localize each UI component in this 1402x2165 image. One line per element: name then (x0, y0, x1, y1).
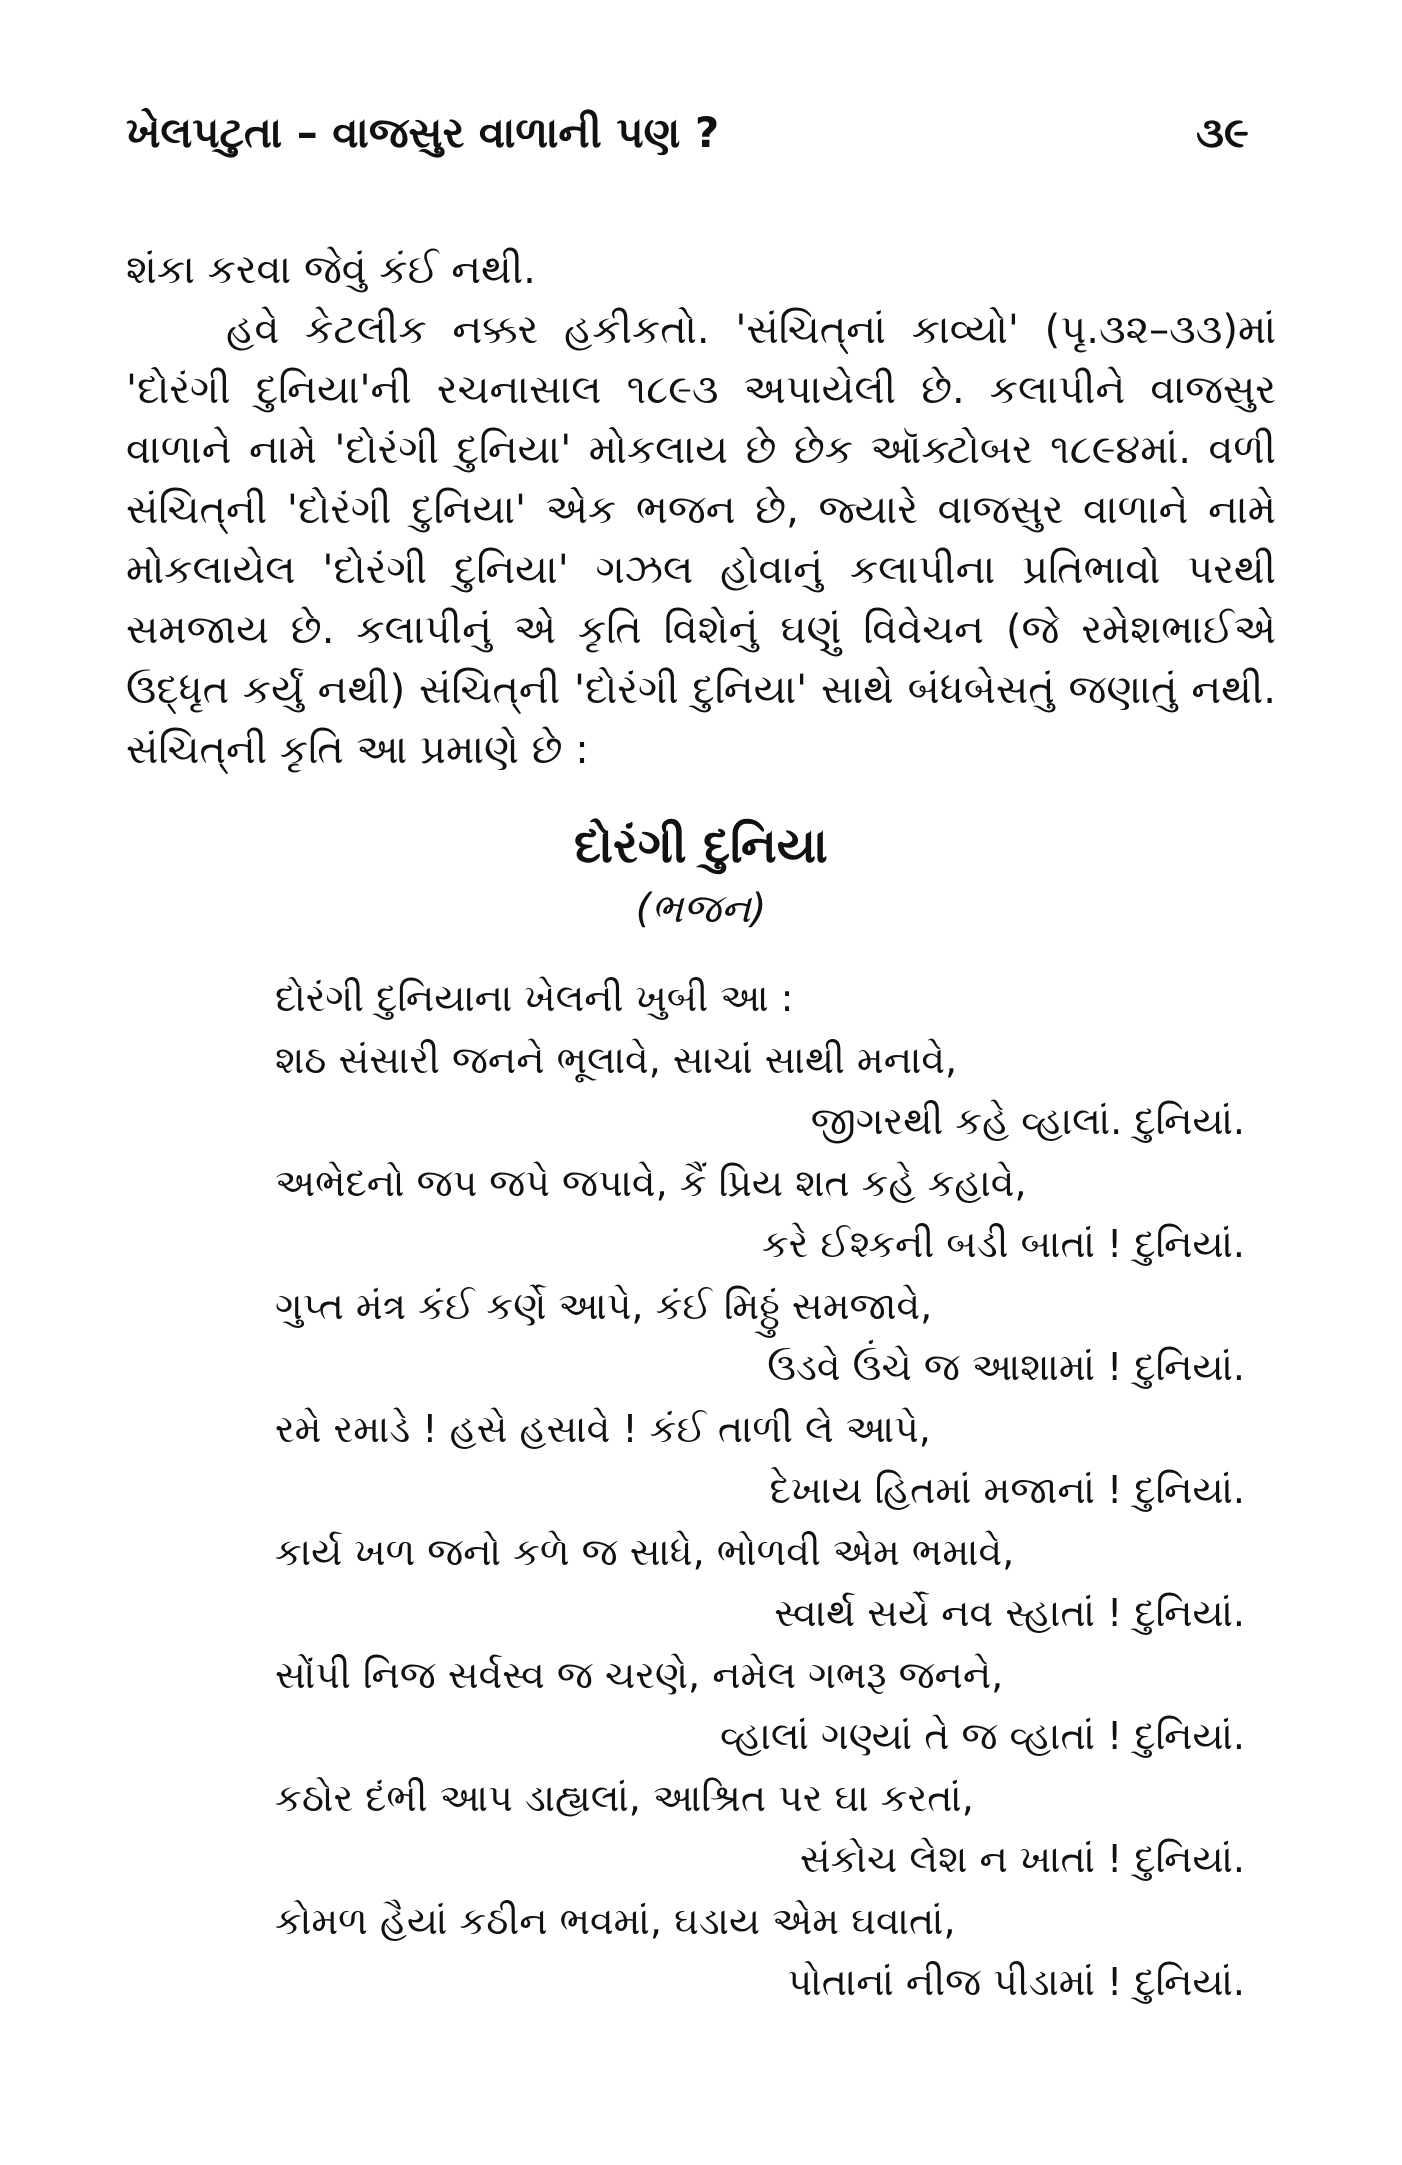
poem-refrain-line: ઉડવે ઉંચે જ આશામાં ! દુનિયાં. (767, 1345, 1245, 1389)
poem-refrain-line: જીગરથી કહે વ્હાલાં. દુનિયાં. (810, 1099, 1245, 1143)
poem-refrain-line: વ્હાલાં ગણ્યાં તે જ વ્હાતાં ! દુનિયાં. (720, 1714, 1245, 1758)
opening-line: શંકા કરવા જેવું કંઈ નથી. (126, 247, 536, 293)
running-header-title: ખેલપટુતા – વાજસુર વાળાની પણ ? (126, 108, 720, 157)
poem-title: દોરંગી દુનિયા (574, 818, 828, 874)
body-paragraph: હવે કેટલીક નક્કર હકીકતો. 'સંચિત્‌નાં કાવ્યો' (પૃ.૩૨–૩૩)માં 'દોરંગી દુનિયા'ની રચનાસાલ ૧૮૯૩ અપાયેલી છે. કલાપીને વાજસુર વાળાને નામે 'દોરંગી દુનિયા' મોકલાય છે છેક ઑક્ટોબર ૧૮૯૪માં. વળી સંચિત્‌ની 'દોરંગી દુનિયા' એક ભજન છે, જ્યારે વાજસુર વાળાને નામે મોકલાયેલ 'દોરંગી દુનિયા' ગઝલ હોવાનું કલાપીના પ્રતિભાવો પરથી સમજાય છે. કલાપીનું એ કૃતિ વિશેનું ઘણું વિવેચન (જે રમેશભાઈએ ઉદ્ધૃત કર્યું નથી) સંચિત્‌ની 'દોરંગી દુનિયા' સાથે બંધબેસતું જણાતું નથી. સંચિત્‌ની કૃતિ આ પ્રમાણે છે : (126, 307, 1276, 773)
opening-line-block (126, 240, 1276, 300)
poem-body (275, 968, 1275, 2014)
poem-subtitle: (ભજન) (635, 886, 767, 932)
poem-refrain-line: દેખાય હિતમાં મજાનાં ! દુનિયાં. (769, 1468, 1245, 1512)
poem-line: દોરંગી દુનિયાના ખેલની ખુબી આ : (275, 976, 794, 1020)
body-paragraph-block (126, 300, 1276, 780)
poem-line: કોમળ હૈયાં કઠીન ભવમાં, ઘડાય એમ ઘવાતાં, (275, 1898, 956, 1943)
poem-line: કઠોર દંભી આપ ડાહ્યલાં, આશ્રિત પર ઘા કરતાં, (275, 1775, 974, 1820)
poem-line: ગુપ્ત મંત્ર કંઈ કર્ણે આપે, કંઈ મિઠ્ઠું સમજાવે, (275, 1283, 933, 1328)
poem-line: સોંપી નિજ સર્વસ્વ જ ચરણે, નમેલ ગભરૂ જનને, (275, 1652, 1004, 1697)
page-number: ૩૯ (1196, 108, 1249, 157)
poem-refrain-line: સંકોચ લેશ ન ખાતાં ! દુનિયાં. (799, 1837, 1245, 1881)
poem-line: અભેદનો જપ જપે જપાવે, કૈં પ્રિય શત કહે કહાવે, (275, 1160, 1027, 1205)
poem-refrain-line: કરે ઈશ્કની બડી બાતાં ! દુનિયાં. (761, 1222, 1245, 1266)
poem-line: કાર્ય ખળ જનો કળે જ સાધે, ભોળવી એમ ભમાવે, (275, 1529, 1015, 1574)
poem-refrain-line: સ્વાર્થ સર્યે નવ સ્હાતાં ! દુનિયાં. (774, 1591, 1245, 1635)
poem-line: રમે રમાડે ! હસે હસાવે ! કંઈ તાળી લે આપે, (275, 1406, 931, 1451)
poem-line: શઠ સંસારી જનને ભૂલાવે, સાચાં સાથી મનાવે, (275, 1037, 958, 1082)
poem-refrain-line: પોતાનાં નીજ પીડામાં ! દુનિયાં. (787, 1960, 1245, 2004)
